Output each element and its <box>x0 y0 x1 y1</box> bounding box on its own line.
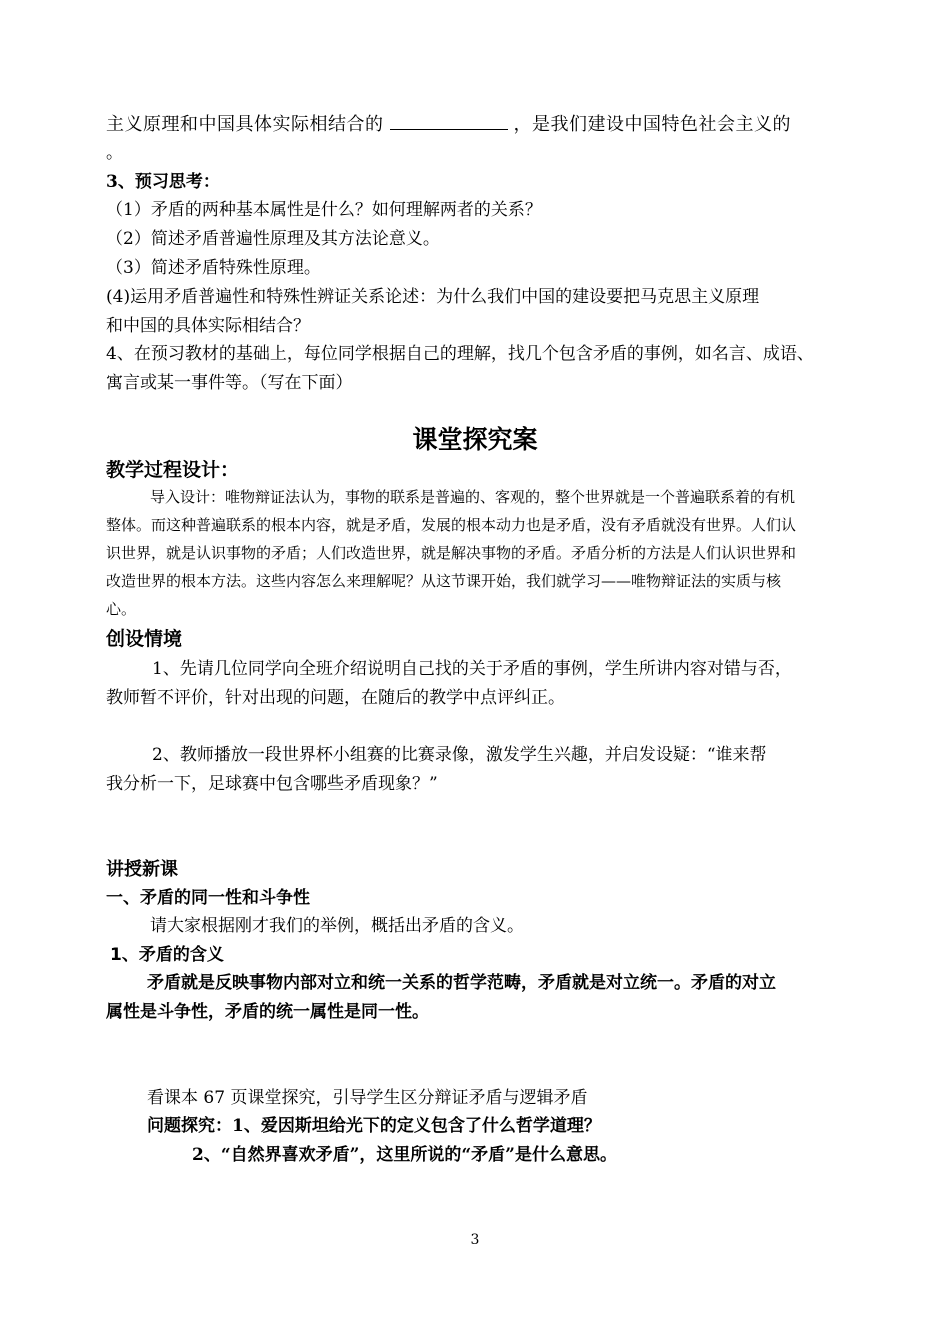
scenario-heading: 创设情境 <box>106 628 183 650</box>
preview-question-4b: 和中国的具体实际相结合？ <box>106 316 310 336</box>
preview-question-1: （1）矛盾的两种基本属性是什么？如何理解两者的关系？ <box>106 200 542 220</box>
scenario-2a: 2、教师播放一段世界杯小组赛的比赛录像，激发学生兴趣，并启发设疑：“谁来帮 <box>152 745 767 765</box>
design-heading: 教学过程设计： <box>106 459 240 481</box>
meaning-line-a: 矛盾就是反映事物内部对立和统一关系的哲学范畴，矛盾就是对立统一。矛盾的对立 <box>147 973 776 993</box>
preview-line-1-before: 主义原理和中国具体实际相结合的 <box>106 114 384 135</box>
preview-task-4b: 寓言或某一事件等。（写在下面） <box>106 373 353 393</box>
preview-line-2: 。 <box>106 143 123 163</box>
inquiry-2: 2、“自然界喜欢矛盾”，这里所说的“矛盾”是什么意思。 <box>192 1145 617 1165</box>
new-lesson-heading: 讲授新课 <box>106 859 178 880</box>
scenario-1b: 教师暂不评价，针对出现的问题，在随后的教学中点评纠正。 <box>106 688 565 708</box>
section-1-heading: 一、矛盾的同一性和斗争性 <box>106 888 310 908</box>
preview-question-4a: (4)运用矛盾普遍性和特殊性辨证关系论述：为什么我们中国的建设要把马克思主义原理 <box>106 287 760 307</box>
preview-question-heading: 3、预习思考： <box>106 172 220 192</box>
intro-line-3: 识世界，就是认识事物的矛盾；人们改造世界，就是解决事物的矛盾。矛盾分析的方法是人们认识世界和 <box>106 544 797 562</box>
textbook-line: 看课本 67 页课堂探究，引导学生区分辩证矛盾与逻辑矛盾 <box>147 1088 588 1108</box>
section-1-prompt: 请大家根据刚才我们的举例，概括出矛盾的含义。 <box>150 916 524 936</box>
intro-line-4: 改造世界的根本方法。这些内容怎么来理解呢？从这节课开始，我们就学习——唯物辩证法的实质与核 <box>106 572 782 590</box>
section-title: 课堂探究案 <box>412 425 538 454</box>
fill-in-blank <box>390 111 508 130</box>
inquiry-1: 问题探究：1、爱因斯坦给光下的定义包含了什么哲学道理？ <box>147 1116 601 1136</box>
preview-question-3: （3）简述矛盾特殊性原理。 <box>106 258 321 278</box>
preview-question-2: （2）简述矛盾普遍性原理及其方法论意义。 <box>106 229 440 249</box>
scenario-1a: 1、先请几位同学向全班介绍说明自己找的关于矛盾的事例，学生所讲内容对错与否， <box>152 659 792 679</box>
page-number: 3 <box>470 1232 480 1248</box>
meaning-line-b: 属性是斗争性，矛盾的统一属性是同一性。 <box>106 1002 429 1022</box>
intro-line-1: 导入设计：唯物辩证法认为，事物的联系是普遍的、客观的，整个世界就是一个普遍联系着的有机 <box>150 488 796 506</box>
intro-line-2: 整体。而这种普遍联系的根本内容，就是矛盾，发展的根本动力也是矛盾，没有矛盾就没有世界。人们认 <box>106 516 797 534</box>
preview-task-4a: 4、在预习教材的基础上，每位同学根据自己的理解，找几个包含矛盾的事例，如名言、成语、 <box>106 344 814 364</box>
preview-line-1-after: ，是我们建设中国特色社会主义的 <box>513 114 791 135</box>
intro-line-5: 心。 <box>106 600 137 618</box>
scenario-2b: 我分析一下，足球赛中包含哪些矛盾现象？” <box>106 774 438 794</box>
meaning-heading: 1、矛盾的含义 <box>110 945 224 965</box>
preview-line-1 <box>106 111 791 137</box>
